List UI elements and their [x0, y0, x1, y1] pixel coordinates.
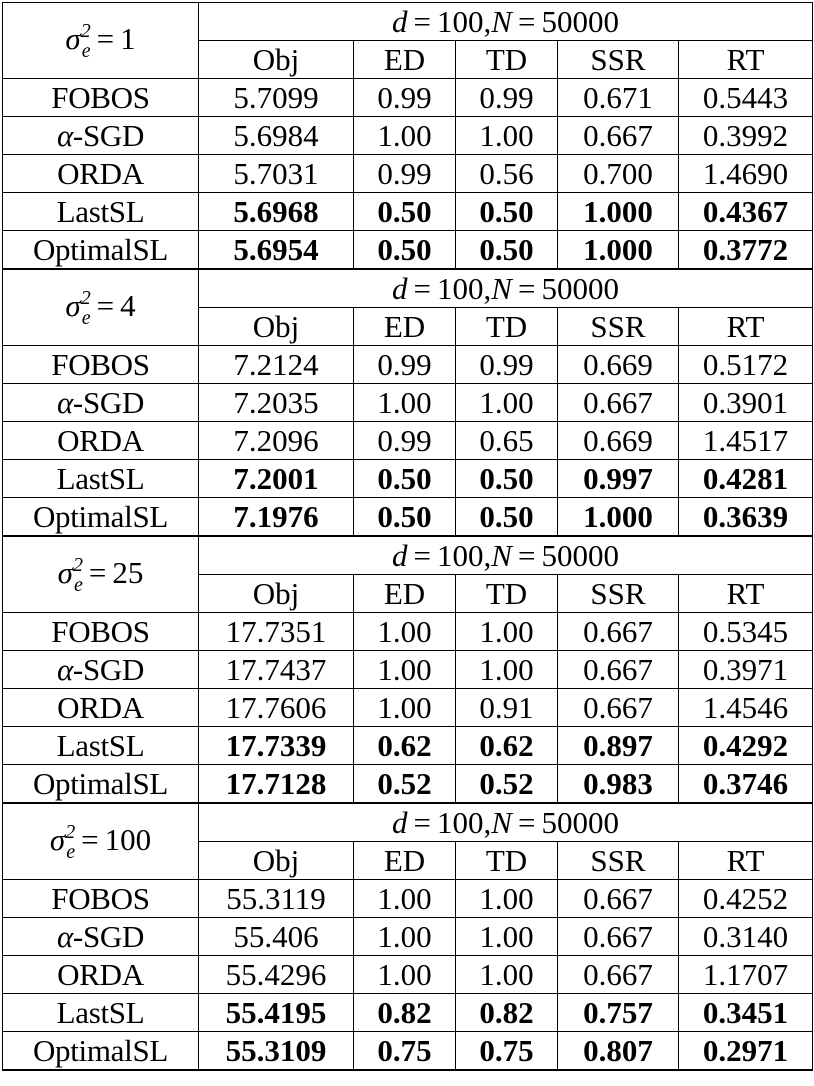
method-label: -SGD — [72, 117, 145, 153]
cell-rt: 1.4517 — [679, 422, 813, 460]
table-row — [3, 651, 813, 689]
method-name — [3, 460, 199, 498]
method-label: FOBOS — [51, 880, 150, 916]
noise-variance-label — [3, 3, 199, 79]
column-header-obj: Obj — [199, 41, 354, 79]
comma: , — [483, 3, 492, 39]
cell-obj: 7.2035 — [199, 384, 354, 422]
sigma-superscript: 2 — [72, 553, 83, 576]
cell-ssr: 0.667 — [558, 651, 679, 689]
n-value: 50000 — [541, 270, 619, 306]
cell-rt: 0.3901 — [679, 384, 813, 422]
cell-ed: 0.99 — [354, 79, 456, 117]
cell-ed: 0.50 — [354, 498, 456, 537]
cell-td: 0.65 — [456, 422, 558, 460]
cell-ssr: 0.997 — [558, 460, 679, 498]
cell-td: 0.99 — [456, 79, 558, 117]
cell-ed: 1.00 — [354, 117, 456, 155]
cell-rt: 0.4252 — [679, 880, 813, 918]
cell-obj: 5.6968 — [199, 193, 354, 231]
cell-rt: 0.3971 — [679, 651, 813, 689]
d-symbol: d — [392, 270, 408, 306]
cell-rt: 0.3992 — [679, 117, 813, 155]
cell-ssr: 0.667 — [558, 956, 679, 994]
column-header-ed: ED — [354, 842, 456, 880]
n-equals: = — [517, 537, 536, 573]
cell-ssr: 0.700 — [558, 155, 679, 193]
cell-obj: 5.6954 — [199, 231, 354, 270]
method-name — [3, 918, 199, 956]
column-header-ssr: SSR — [558, 41, 679, 79]
n-symbol: N — [491, 537, 512, 573]
cell-ssr: 0.667 — [558, 613, 679, 651]
table-row — [3, 231, 813, 270]
cell-ed: 0.99 — [354, 422, 456, 460]
method-prefix-alpha: α — [56, 918, 73, 954]
table-row — [3, 117, 813, 155]
d-value: 100 — [437, 804, 484, 840]
method-label: LastSL — [56, 994, 145, 1030]
sigma-symbol: σ — [65, 287, 81, 323]
cell-ed: 0.50 — [354, 193, 456, 231]
method-label: -SGD — [72, 918, 145, 954]
d-value: 100 — [437, 537, 484, 573]
column-header-rt: RT — [679, 308, 813, 346]
table-row — [3, 1032, 813, 1071]
cell-rt: 0.2971 — [679, 1032, 813, 1071]
cell-ssr: 1.000 — [558, 231, 679, 270]
cell-ssr: 1.000 — [558, 193, 679, 231]
method-prefix-alpha: α — [56, 384, 73, 420]
cell-obj: 55.4195 — [199, 994, 354, 1032]
cell-td: 1.00 — [456, 651, 558, 689]
column-header-rt: RT — [679, 842, 813, 880]
method-label: -SGD — [72, 384, 145, 420]
cell-ed: 1.00 — [354, 918, 456, 956]
method-label: ORDA — [57, 422, 144, 458]
sigma-subscript: e — [66, 840, 76, 863]
noise-variance-label — [3, 269, 199, 346]
cell-obj: 55.406 — [199, 918, 354, 956]
sigma-equals: = — [81, 821, 99, 857]
cell-ed: 0.75 — [354, 1032, 456, 1071]
cell-td: 0.50 — [456, 193, 558, 231]
method-name — [3, 727, 199, 765]
cell-ssr: 0.667 — [558, 689, 679, 727]
block-header-row — [3, 803, 813, 842]
d-value: 100 — [437, 3, 484, 39]
cell-ed: 0.82 — [354, 994, 456, 1032]
cell-obj: 55.3109 — [199, 1032, 354, 1071]
cell-ssr: 0.757 — [558, 994, 679, 1032]
cell-ssr: 0.897 — [558, 727, 679, 765]
d-equals: = — [413, 270, 432, 306]
cell-obj: 17.7128 — [199, 765, 354, 804]
method-label: -SGD — [72, 651, 145, 687]
cell-ed: 0.99 — [354, 155, 456, 193]
cell-rt: 0.5345 — [679, 613, 813, 651]
cell-td: 1.00 — [456, 956, 558, 994]
cell-obj: 55.4296 — [199, 956, 354, 994]
method-label: FOBOS — [51, 613, 150, 649]
column-header-td: TD — [456, 41, 558, 79]
noise-variance-label — [3, 536, 199, 613]
noise-level-block — [3, 803, 813, 1070]
method-name — [3, 1032, 199, 1071]
method-label: OptimalSL — [32, 498, 169, 534]
column-header-ed: ED — [354, 308, 456, 346]
method-prefix-alpha: α — [56, 117, 73, 153]
cell-ssr: 0.667 — [558, 918, 679, 956]
cell-rt: 0.5172 — [679, 346, 813, 384]
column-header-ed: ED — [354, 41, 456, 79]
block-header-row — [3, 536, 813, 575]
d-symbol: d — [392, 537, 408, 573]
table-row — [3, 460, 813, 498]
column-header-obj: Obj — [199, 575, 354, 613]
cell-obj: 17.7437 — [199, 651, 354, 689]
cell-td: 0.91 — [456, 689, 558, 727]
cell-ed: 0.50 — [354, 460, 456, 498]
method-name — [3, 765, 199, 804]
noise-variance-value: 1 — [120, 20, 136, 56]
problem-size-label — [199, 269, 813, 308]
cell-td: 1.00 — [456, 117, 558, 155]
method-name — [3, 613, 199, 651]
cell-td: 0.50 — [456, 498, 558, 537]
cell-ed: 0.52 — [354, 765, 456, 804]
cell-td: 0.99 — [456, 346, 558, 384]
method-name — [3, 384, 199, 422]
cell-ssr: 1.000 — [558, 498, 679, 537]
method-label: LastSL — [56, 193, 145, 229]
cell-td: 1.00 — [456, 384, 558, 422]
sigma-subscript: e — [81, 39, 91, 62]
sigma-equals: = — [96, 287, 115, 323]
cell-td: 0.50 — [456, 460, 558, 498]
cell-ssr: 0.667 — [558, 880, 679, 918]
n-value: 50000 — [541, 804, 619, 840]
method-name — [3, 651, 199, 689]
cell-ssr: 0.983 — [558, 765, 679, 804]
table-row — [3, 155, 813, 193]
column-header-td: TD — [456, 575, 558, 613]
cell-ssr: 0.667 — [558, 384, 679, 422]
cell-ed: 1.00 — [354, 613, 456, 651]
cell-ssr: 0.669 — [558, 422, 679, 460]
sigma-superscript: 2 — [80, 286, 91, 309]
block-header-row — [3, 3, 813, 41]
method-name — [3, 79, 199, 117]
column-header-obj: Obj — [199, 842, 354, 880]
cell-td: 0.82 — [456, 994, 558, 1032]
sigma-symbol: σ — [57, 554, 73, 590]
d-value: 100 — [437, 270, 484, 306]
cell-td: 0.62 — [456, 727, 558, 765]
sigma-symbol: σ — [49, 821, 66, 857]
d-symbol: d — [392, 3, 408, 39]
sigma-equals: = — [88, 554, 107, 590]
method-label: ORDA — [57, 956, 144, 992]
method-label: ORDA — [57, 689, 144, 725]
cell-td: 0.56 — [456, 155, 558, 193]
method-name — [3, 880, 199, 918]
d-symbol: d — [392, 804, 408, 840]
cell-obj: 5.6984 — [199, 117, 354, 155]
noise-level-block — [3, 269, 813, 536]
method-label: OptimalSL — [32, 765, 169, 801]
n-value: 50000 — [541, 537, 619, 573]
method-label: LastSL — [56, 460, 145, 496]
cell-td: 1.00 — [456, 613, 558, 651]
table-row — [3, 727, 813, 765]
cell-rt: 0.3140 — [679, 918, 813, 956]
method-name — [3, 689, 199, 727]
sigma-superscript: 2 — [65, 820, 76, 843]
cell-ed: 1.00 — [354, 651, 456, 689]
noise-variance-value: 25 — [112, 554, 144, 590]
column-header-obj: Obj — [199, 308, 354, 346]
problem-size-label — [199, 3, 813, 41]
table-row — [3, 956, 813, 994]
method-name — [3, 956, 199, 994]
comma: , — [483, 804, 492, 840]
sigma-subscript: e — [73, 573, 83, 596]
method-label: LastSL — [56, 727, 145, 763]
noise-variance-value: 100 — [104, 821, 152, 857]
method-label: FOBOS — [51, 346, 150, 382]
table-row — [3, 689, 813, 727]
method-label: OptimalSL — [32, 1032, 169, 1068]
cell-obj: 7.2096 — [199, 422, 354, 460]
cell-obj: 7.2001 — [199, 460, 354, 498]
cell-rt: 0.3746 — [679, 765, 813, 804]
column-header-ssr: SSR — [558, 842, 679, 880]
cell-td: 1.00 — [456, 918, 558, 956]
cell-ed: 1.00 — [354, 956, 456, 994]
comma: , — [483, 537, 492, 573]
n-equals: = — [517, 270, 536, 306]
column-header-td: TD — [456, 308, 558, 346]
cell-rt: 1.1707 — [679, 956, 813, 994]
method-label: OptimalSL — [32, 231, 169, 267]
method-label: FOBOS — [51, 79, 150, 115]
n-equals: = — [517, 804, 536, 840]
cell-rt: 0.4281 — [679, 460, 813, 498]
cell-rt: 1.4546 — [679, 689, 813, 727]
cell-ssr: 0.671 — [558, 79, 679, 117]
d-equals: = — [413, 3, 432, 39]
cell-ed: 0.62 — [354, 727, 456, 765]
cell-td: 0.75 — [456, 1032, 558, 1071]
method-name — [3, 994, 199, 1032]
column-header-rt: RT — [679, 575, 813, 613]
method-name — [3, 193, 199, 231]
cell-ed: 0.50 — [354, 231, 456, 270]
n-symbol: N — [491, 270, 512, 306]
n-equals: = — [517, 3, 536, 39]
results-table — [2, 2, 813, 1071]
table-row — [3, 346, 813, 384]
table-row — [3, 613, 813, 651]
cell-rt: 0.5443 — [679, 79, 813, 117]
cell-obj: 7.1976 — [199, 498, 354, 537]
cell-rt: 0.3772 — [679, 231, 813, 270]
cell-ed: 1.00 — [354, 384, 456, 422]
sigma-symbol: σ — [65, 20, 81, 56]
method-name — [3, 422, 199, 460]
d-equals: = — [413, 537, 432, 573]
cell-rt: 0.4292 — [679, 727, 813, 765]
table-row — [3, 79, 813, 117]
method-name — [3, 155, 199, 193]
cell-td: 0.52 — [456, 765, 558, 804]
table-row — [3, 994, 813, 1032]
cell-obj: 55.3119 — [199, 880, 354, 918]
cell-obj: 17.7606 — [199, 689, 354, 727]
cell-ssr: 0.669 — [558, 346, 679, 384]
cell-ed: 0.99 — [354, 346, 456, 384]
cell-rt: 0.3451 — [679, 994, 813, 1032]
n-value: 50000 — [541, 3, 619, 39]
noise-level-block — [3, 3, 813, 270]
cell-obj: 5.7099 — [199, 79, 354, 117]
cell-rt: 1.4690 — [679, 155, 813, 193]
cell-ssr: 0.667 — [558, 117, 679, 155]
cell-obj: 5.7031 — [199, 155, 354, 193]
table-row — [3, 498, 813, 537]
table-row — [3, 765, 813, 804]
cell-ed: 1.00 — [354, 689, 456, 727]
cell-obj: 17.7339 — [199, 727, 354, 765]
column-header-rt: RT — [679, 41, 813, 79]
d-equals: = — [413, 804, 432, 840]
cell-td: 1.00 — [456, 880, 558, 918]
cell-rt: 0.4367 — [679, 193, 813, 231]
method-label: ORDA — [57, 155, 144, 191]
comma: , — [483, 270, 492, 306]
cell-rt: 0.3639 — [679, 498, 813, 537]
sigma-equals: = — [96, 20, 115, 56]
noise-variance-label — [3, 803, 199, 880]
table-row — [3, 880, 813, 918]
n-symbol: N — [491, 3, 512, 39]
cell-obj: 17.7351 — [199, 613, 354, 651]
noise-level-block — [3, 536, 813, 803]
method-name — [3, 231, 199, 270]
method-name — [3, 117, 199, 155]
n-symbol: N — [491, 804, 512, 840]
column-header-ed: ED — [354, 575, 456, 613]
column-header-td: TD — [456, 842, 558, 880]
cell-ssr: 0.807 — [558, 1032, 679, 1071]
problem-size-label — [199, 536, 813, 575]
sigma-superscript: 2 — [80, 19, 91, 42]
noise-variance-value: 4 — [120, 287, 136, 323]
column-header-ssr: SSR — [558, 575, 679, 613]
cell-td: 0.50 — [456, 231, 558, 270]
cell-obj: 7.2124 — [199, 346, 354, 384]
table-row — [3, 384, 813, 422]
column-header-ssr: SSR — [558, 308, 679, 346]
method-name — [3, 346, 199, 384]
method-name — [3, 498, 199, 537]
block-header-row — [3, 269, 813, 308]
table-row — [3, 422, 813, 460]
problem-size-label — [199, 803, 813, 842]
cell-ed: 1.00 — [354, 880, 456, 918]
method-prefix-alpha: α — [56, 651, 73, 687]
sigma-subscript: e — [81, 306, 91, 329]
table-row — [3, 918, 813, 956]
table-row — [3, 193, 813, 231]
